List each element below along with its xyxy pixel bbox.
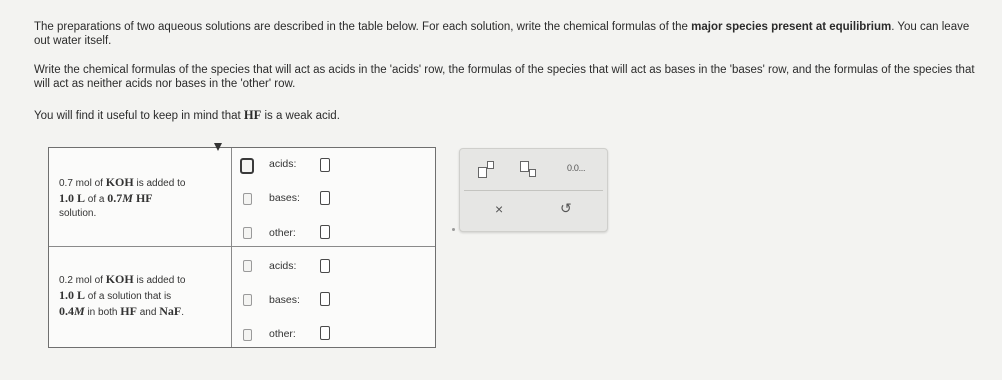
palette-divider [464, 190, 603, 191]
clear-button[interactable]: × [495, 201, 504, 217]
undo-button[interactable]: ↺ [560, 200, 572, 216]
row-selector-solution-2-acids[interactable] [243, 260, 252, 272]
drag-handle[interactable] [452, 228, 455, 231]
answer-box-solution-1-other[interactable] [320, 225, 330, 239]
species-table [48, 147, 436, 348]
formula-palette [459, 148, 608, 232]
row-selector-solution-1-acids[interactable] [240, 158, 254, 174]
row-selector-solution-1-other[interactable] [243, 227, 252, 239]
row-selector-solution-2-bases[interactable] [243, 294, 252, 306]
mouse-cursor-icon [214, 143, 222, 151]
solution-1-description: 0.7 mol of KOH is added to 1.0 L of a 0.7M HF solution. [59, 175, 186, 219]
answer-box-solution-1-bases[interactable] [320, 191, 330, 205]
row-selector-solution-2-other[interactable] [243, 329, 252, 341]
row-label-other: other: [269, 227, 296, 239]
answer-box-solution-2-bases[interactable] [320, 292, 330, 306]
superscript-icon-small [487, 161, 494, 169]
row-selector-solution-1-bases[interactable] [243, 193, 252, 205]
subscript-icon [520, 161, 529, 172]
solution-2-description: 0.2 mol of KOH is added to 1.0 L of a solution that is 0.4M in both HF and NaF. [59, 272, 186, 318]
subscript-button[interactable] [520, 161, 540, 179]
subscript-icon-small [529, 169, 536, 177]
answer-box-solution-1-acids[interactable] [320, 158, 330, 172]
row-divider [49, 246, 435, 247]
row-label-bases: bases: [269, 294, 300, 306]
superscript-icon [478, 167, 487, 178]
superscript-button[interactable] [478, 161, 498, 179]
decimal-button[interactable]: 0.0... [567, 163, 586, 173]
instructions-paragraph-3: You will find it useful to keep in mind that HF is a weak acid. [34, 108, 340, 122]
answer-box-solution-2-acids[interactable] [320, 259, 330, 273]
row-label-other: other: [269, 328, 296, 340]
instructions-paragraph-1: The preparations of two aqueous solutions are described in the table below. For each solution, write the chemical formulas of the major species present at equilibrium. You can leave out water itself. [34, 21, 970, 47]
instructions-paragraph-2: Write the chemical formulas of the species that will act as acids in the 'acids' row, the formulas of the species that will act as bases in the 'bases' row, and the formulas of the species that will act as neither acids nor bases in the 'other' row. [34, 64, 975, 90]
answer-box-solution-2-other[interactable] [320, 326, 330, 340]
row-label-bases: bases: [269, 192, 300, 204]
row-label-acids: acids: [269, 158, 297, 170]
row-label-acids: acids: [269, 260, 297, 272]
